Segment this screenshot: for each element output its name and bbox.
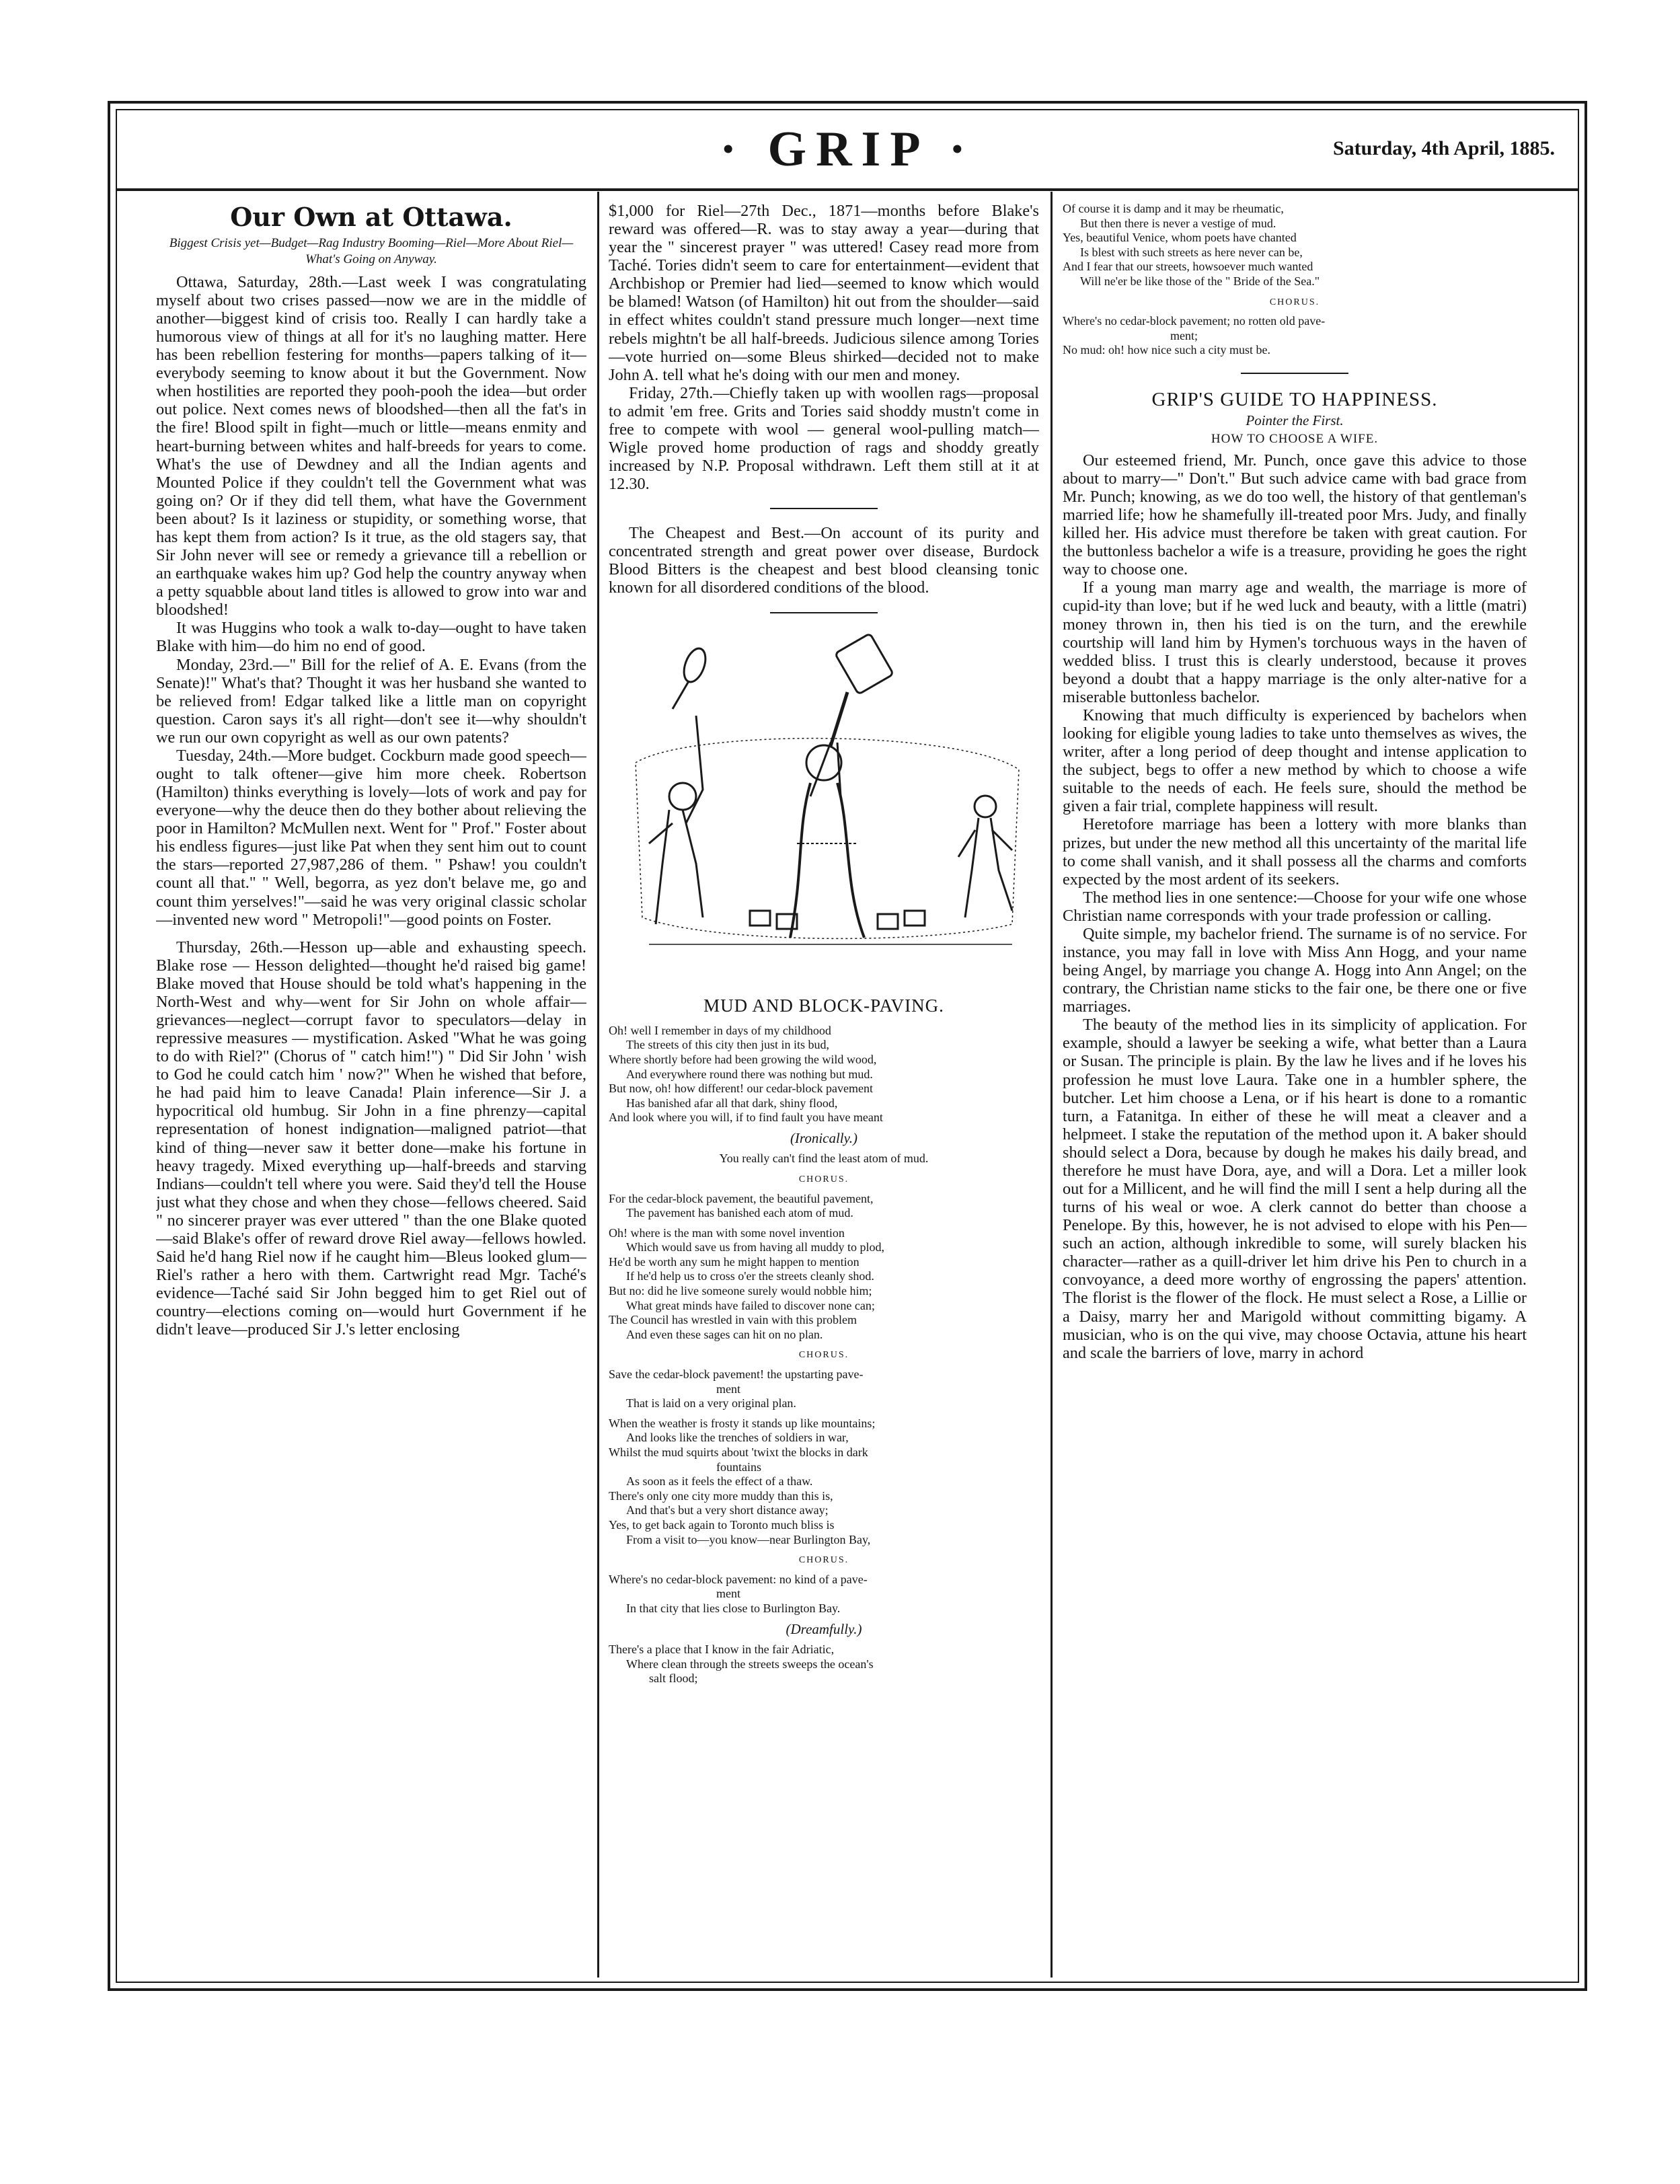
masthead (116, 109, 1579, 188)
poem-stanza-2: Oh! where is the man with some novel invention Which would save us from having all muddy to plod, He'd be worth any sum he might happen to mention If he'd help us to cross o'er the streets cleanly shod. But no: did he live someone surely would nobble him; What great minds have failed to discover none can; The Council has wrestled in vain with this problem And even these sages can hit on no plan. (609, 1226, 884, 1341)
section-rule (770, 508, 878, 509)
article-paragraph: Friday, 27th.—Chiefly taken up with woollen rags—proposal to admit 'em free. Grits and Tories said shoddy mustn't come in free to compete with wool — general wool-pulling match—Wigle proved home production of rags and shoddy greatly increased by N.P. Proposal withdrawn. Left them still at it at 12.30. (609, 383, 1039, 494)
article-paragraph: The beauty of the method lies in its simplicity of application. For example, should a lawyer be seeking a wife, what better than a Laura or Susan. The principle is plain. By the law he lives and if he loves his profession he must love Laura. Take one in a humbler sphere, the butcher. Let him choose a Lena, or if his heart is done to a romantic turn, a Fatanitga. In either of these he will meat a cleaver and a helpmeet. I stake the reputation of the method upon it. A baker should should select a Dora, because by dough he makes his daily bread, and therefore he must have Dora, aye, and will a Dora. Let a miller look out for a Millicent, and he will find the mill I sent a help during all the turns of his weal or woe. A clerk cannot do better than choose a Penelope. By this, however, he is not advised to elope with his Pen—such an action, although inkredible to some, will surely blacken his character—rather as a quill-driver let him drive his Pen to church in a convoyance, a deed more worthy of engrossing the papers' attention. The florist is the flower of the flock. He must select a Rose, a Lillie or a Daisy, marry her and Marigold without committing bigamy. A musician, who is on the qui vive, may choose Octavia, attune his heart and scale the barriers of love, marry in achord (1063, 1016, 1527, 1362)
masthead-title: · GRIP · (720, 122, 975, 177)
chorus-label: CHORUS. (798, 1555, 849, 1566)
mallet-icon (831, 633, 893, 745)
article-paragraph: Thursday, 26th.—Hesson up—able and exhausting speech. Blake rose — Hesson delighted—thought he'd raised big game! Blake moved that House should be told what's happening in the North-West and why—went for Sir John on whole affair—grievances—neglect—corrupt favor to speculators—delay in repressive measures — mystification. Asked "What he was going to do with Riel?" (Chorus of " catch him!") " Did Sir John ' wish to God he could catch him ' now?" When he wished that before, he had paid him to leave Canada! Plain inference—Sir J. a hypocritical old humbug. Sir John in a fine phrenzy—capital representation of honest indignation—maligned patriot—that kind of thing—never saw it better done—make his fortune in heavy tragedy. Mixed everything up—half-breeds and starving Indians—couldn't tell where you were. Said they'd tell the House just what they chose and when they chose—fellows cheered. Said " no sincerer prayer was ever uttered " than the one Blake quoted—said Blake's offer of reward drove Riel away—fellows howled. Said he'd hang Riel now if he caught him—Bleus looked glum—Riel's rather a hero with them. Cartwright read Mgr. Taché's evidence—Taché said Sir John begged him to get Riel out of country—elections coming on—would hurt Government if he didn't leave—produced Sir J.'s letter enclosing (156, 938, 586, 1339)
article-paragraph: $1,000 for Riel—27th Dec., 1871—months before Blake's reward was offered—R. was to stay away a year—during that year the " sincerest prayer " was uttered! Casey read more from Taché. Tories didn't seem to care for entertainment—evident that Archbishop or Premier had lied—seemed to know which would be blamed! Watson (of Hamilton) hit out from the shoulder—said in effect whites couldn't stand pressure much longer—next time rebels mightn't be all half-breeds. Judicious silence among Tories—vote hurried on—some Bleus shirked—decided not to make John A. tell what he's doing with our men and money. (609, 202, 1039, 384)
article-title: GRIP'S GUIDE TO HAPPINESS. (1151, 388, 1438, 410)
poem-chorus-4: Where's no cedar-block pavement; no rotten old pave- ment; No mud: oh! how nice such a city must be. (1063, 314, 1326, 357)
article-paragraph: Heretofore marriage has been a lottery with more blanks than prizes, but under the new method all this uncertainty of the marital life to come shall vanish, and it shall possess all the charms and comforts expected by the most ardent of its seekers. (1063, 815, 1527, 889)
column-3 (1063, 202, 1527, 1978)
article-subheading: Biggest Crisis yet—Budget—Rag Industry Booming—Riel—More About Riel—What's Going on Anyway. (169, 236, 574, 267)
article-paragraph: Knowing that much difficulty is experienced by bachelors when looking for eligible young ladies to take unto themselves as wives, the writer, after a long period of deep thought and intense application to the subject, begs to offer a new method by which to choose a wife suitable to the needs of each. He feels sure, should the method be given a fair trial, complete happiness will result. (1063, 706, 1527, 816)
article-paragraph: If a young man marry age and wealth, the marriage is more of cupid-ity than love; but if he wed luck and beauty, with a little (matri) money thrown in, then his tied is on the turn, and the erewhile courtship will land him by Hymen's torchuous ways in the haven of wedded bliss. I trust this is clearly understood, because it proves beyond a doubt that a happy marriage is the only alter-native for a miserable buttonless bachelor. (1063, 578, 1527, 706)
column-2 (609, 202, 1039, 1978)
poem-line: You really can't find the least atom of mud. (719, 1152, 929, 1166)
article-paragraph: Quite simple, my bachelor friend. The surname is of no service. For instance, you may fall in love with Miss Ann Hogg, and your name being Angel, by marriage you change A. Hogg into Ann Angel; on the contrary, the Christian name sticks to the fair one, be there one or five marriages. (1063, 924, 1527, 1016)
poem-chorus-2: Save the cedar-block pavement! the upstarting pave- ment That is laid on a very original plan. (609, 1367, 864, 1410)
poem-chorus-1: For the cedar-block pavement, the beautiful pavement, The pavement has banished each atom of mud. (609, 1191, 874, 1220)
masthead-date: Saturday, 4th April, 1885. (1332, 137, 1555, 159)
masthead-rule (116, 188, 1579, 191)
poem-chorus-3: Where's no cedar-block pavement: no kind of a pave- ment In that city that lies close to Burlington Bay. (609, 1572, 868, 1615)
poem-stanza-4: There's a place that I know in the fair Adriatic, Where clean through the streets sweeps the ocean's salt flood; (609, 1642, 874, 1686)
poem-stanza-3: When the weather is frosty it stands up like mountains; And looks like the trenches of soldiers in war, Whilst the mud squirts about 'twixt the blocks in dark fountains As soon as it feels the effect of a thaw. There's only one city more muddy than this is, And that's but a very short distance away; Yes, to get back again to Toronto much bliss is From a visit to—you know—near Burlington Bay, (609, 1416, 876, 1546)
chorus-label: CHORUS. (1269, 297, 1320, 307)
article-paragraph: It was Huggins who took a walk to-day—ought to have taken Blake with him—do him no end of good. (156, 619, 586, 656)
article-heading: Our Own at Ottawa. (230, 202, 512, 232)
section-rule (1241, 373, 1348, 374)
column-1 (156, 202, 586, 1978)
article-paragraph: The method lies in one sentence:—Choose for your wife one whose Christian name corresponds with your trade profession or calling. (1063, 888, 1527, 925)
article-paragraph: Ottawa, Saturday, 28th.—Last week I was congratulating myself about two crises passed—now we are in the middle of another—biggest kind of crisis too. Really I can hardly take a humorous view of things at all for it's no laughing matter. Here has been rebellion festering for months—papers talking of it—everybody seeming to know about it but the Government. Now when hostilities are reported they pooh-pooh the idea—but order out police. Next comes news of bloodshed—then all the fat's in the fire! Blood spilt in fight—much or little—means enmity and heart-burning between whites and half-breeds for years to come. What's the use of Dewdney and all the Indian agents and Mounted Police if they couldn't tell the Government what was going on? Or if they did tell them, what have the Government been about? Is it laziness or stupidity, or something worse, that has kept them from action? Is it true, as the old stagers say, that Sir John never will see or remedy a grievance till a rebellion or an earthquake wakes him up? God help the country anyway when a petty squabble about land titles is allowed to grow into war and bloodshed! (156, 272, 586, 619)
article-pointer: Pointer the First. (1246, 412, 1344, 429)
column-divider-1 (597, 192, 599, 1978)
poem-title: MUD AND BLOCK-PAVING. (703, 995, 944, 1016)
article-paragraph: Our esteemed friend, Mr. Punch, once gave this advice to those about to marry—" Don't." But such advice came with bad grace from Mr. Punch; knowing, as we do too well, the history of that gentleman's married life; how he shamefully ill-treated poor Mrs. Judy, and finally killed her. His advice must therefore be taken with great caution. For the buttonless bachelor a wife is a treasure, providing he goes the right way to choose one. (1063, 451, 1527, 579)
advertisement: The Cheapest and Best.—On account of its purity and concentrated strength and great power over disease, Burdock Blood Bitters is the cheapest and best blood cleansing tonic known for all disordered conditions of the blood. (609, 524, 1039, 597)
street-pavers-illustration (609, 628, 1039, 985)
article-subtitle: HOW TO CHOOSE A WIFE. (1211, 431, 1379, 446)
section-rule (770, 612, 878, 613)
pick-left-icon (673, 645, 710, 708)
stage-direction: (Ironically.) (790, 1129, 858, 1146)
chorus-label: CHORUS. (798, 1350, 849, 1361)
article-paragraph: Tuesday, 24th.—More budget. Cockburn made good speech—ought to talk oftener—give him more cheek. Robertson (Hamilton) thinks everything is lovely—lots of work and pay for everyone—why the deuce then do they bother about relieving the poor in Hamilton? McMullen next. Went for " Prof." Foster about his endless figures—just like Pat when they sent him out to count the stars—reported 27,987,286 of them. " Pshaw! you couldn't count all that." " Well, begorra, as yez don't belave me, go and count thim yerselves!"—said he was very original classic scholar—invented new word " Metropoli!"—good points on Foster. (156, 746, 586, 929)
chorus-label: CHORUS. (798, 1174, 849, 1184)
column-divider-2 (1051, 192, 1053, 1978)
article-paragraph: Monday, 23rd.—" Bill for the relief of A. E. Evans (from the Senate)!" What's that? Thought it was her husband she wanted to be relieved from! Edgar talked like a little man on copyright question. Caron says it's all right—don't see it—why shouldn't we run our own copyright as well as our own patents? (156, 655, 586, 747)
poem-stanza-5: Of course it is damp and it may be rheumatic, But then there is never a vestige of mud. Yes, beautiful Venice, whom poets have chanted Is blest with such streets as here never can be, And I fear that our streets, howsoever much wanted Will ne'er be like those of the " Bride of the Sea." (1063, 202, 1320, 288)
stage-direction: (Dreamfully.) (786, 1620, 862, 1637)
poem-stanza-1: Oh! well I remember in days of my childhood The streets of this city then just in its bud, Where shortly before had been growing the wild wood, And everywhere round there was nothing but mud. But now, oh! how different! our cedar-block pavement Has banished afar all that dark, shiny flood, And look where you will, if to find fault you have meant (609, 1023, 883, 1125)
